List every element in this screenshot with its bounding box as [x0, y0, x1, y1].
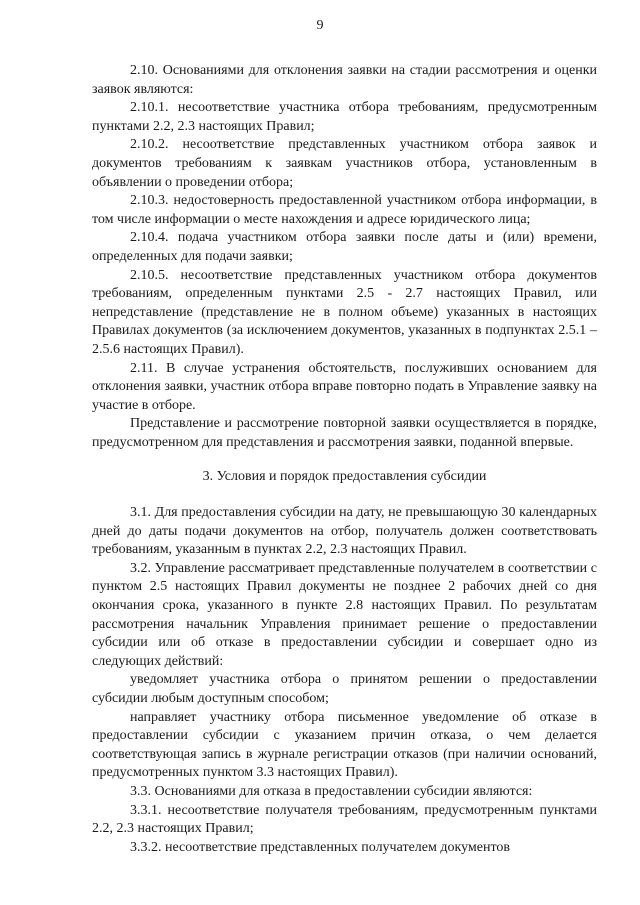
- paragraph-3-1: 3.1. Для предоставления субсидии на дату, не превышающую 30 календарных дней до даты подачи документов на отбор, получатель должен соответствовать требованиям, указанным в пунктах 2.2, 2.3 настоящих Правил.: [92, 505, 597, 558]
- paragraph-2-10-3: 2.10.3. недостоверность предоставленной участником отбора информации, в том числе информации о месте нахождения и адресе юридического лица;: [92, 193, 597, 227]
- paragraph-2-10-4: 2.10.4. подача участником отбора заявки после даты и (или) времени, определенных для подачи заявки;: [92, 230, 597, 264]
- paragraph-2-10: 2.10. Основаниями для отклонения заявки на стадии рассмотрения и оценки заявок являются:: [92, 63, 597, 97]
- page-number: 9: [316, 18, 324, 33]
- paragraph-2-10-2: 2.10.2. несоответствие представленных участником отбора заявок и документов требованиям к заявкам участников отбора, установленным в объявлении о проведении отбора;: [92, 137, 597, 190]
- paragraph-3-3: 3.3. Основаниями для отказа в предоставлении субсидии являются:: [130, 783, 533, 799]
- section-3-heading: 3. Условия и порядок предоставления субсидии: [202, 469, 487, 485]
- paragraph-3-3-2: 3.3.2. несоответствие представленных получателем документов: [130, 839, 510, 855]
- document-body: [92, 62, 597, 857]
- paragraph-send-refusal: направляет участнику отбора письменное уведомление об отказе в предоставлении субсидии с указанием причин отказа, о чем делается соответствующая запись в журнале регистрации отказов (при наличии оснований, предусмотренных пунктом 3.3 настоящих Правил).: [92, 709, 597, 781]
- paragraph-3-2: 3.2. Управление рассматривает представленные получателем в соответствии с пунктом 2.5 настоящих Правил документы не позднее 2 рабочих дней со дня окончания срока, указанного в пункте 2.8 настоящих Правил. По результатам рассмотрения начальник Управления принимает решение о предоставлении субсидии или об отказе в предоставлении субсидии и совершает одно из следующих действий:: [92, 560, 597, 669]
- paragraph-3-3-1: 3.3.1. несоответствие получателя требованиям, предусмотренным пунктами 2.2, 2.3 настоящих Правил;: [92, 802, 597, 837]
- paragraph-2-10-1: 2.10.1. несоответствие участника отбора требованиям, предусмотренным пунктами 2.2, 2.3 настоящих Правил;: [92, 100, 597, 134]
- paragraph-repeat-application: Представление и рассмотрение повторной заявки осуществляется в порядке, предусмотренном для представления и рассмотрения заявки, поданной впервые.: [92, 416, 597, 450]
- paragraph-notify-decision: уведомляет участника отбора о принятом решении о предоставлении субсидии любым доступным способом;: [92, 672, 597, 706]
- paragraph-2-10-5: 2.10.5. несоответствие представленных участником отбора документов требованиям, определенным пунктами 2.5 - 2.7 настоящих Правил, или непредставление (представление не в полном объеме) указанных в настоящих Правилах документов (за исключением документов, указанных в подпунктах 2.5.1 – 2.5.6 настоящих Правил).: [92, 267, 597, 357]
- paragraph-2-11: 2.11. В случае устранения обстоятельств, послуживших основанием для отклонения заявки, участник отбора вправе повторно подать в Управление заявку на участие в отборе.: [92, 360, 597, 413]
